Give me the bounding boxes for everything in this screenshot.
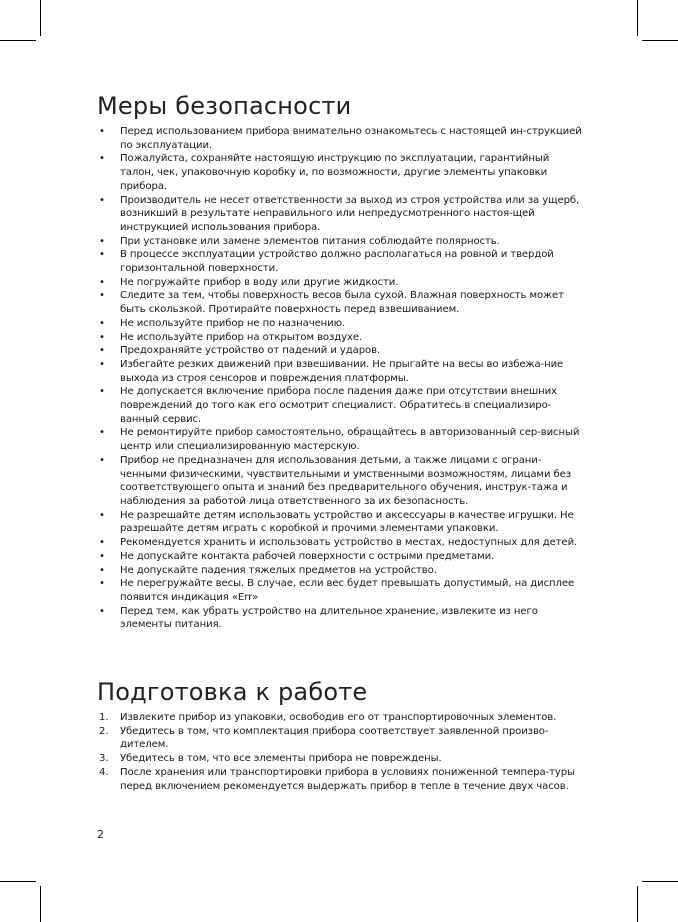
safety-item <box>97 194 584 235</box>
crop-mark-top-left-h <box>0 40 36 41</box>
bullet-icon: • <box>99 290 105 302</box>
step-text: Извлеките прибор из упаковки, освободив его от транспортировочных элементов. <box>120 712 557 723</box>
bullet-icon: • <box>99 235 105 247</box>
safety-list <box>97 125 584 632</box>
bullet-icon: • <box>99 550 105 562</box>
bullet-icon: • <box>99 249 105 261</box>
safety-item <box>97 248 584 275</box>
step-text: После хранения или транспортировки прибора в условиях пониженной темпера-туры перед включением рекомендуется выдержать прибор в тепле в течение двух часов. <box>120 766 575 792</box>
page-number: 2 <box>97 828 104 841</box>
step-number: 4. <box>99 766 109 778</box>
safety-item <box>97 426 584 453</box>
preparation-step <box>97 766 584 793</box>
safety-item-text: Перед использованием прибора внимательно ознакомьтесь с настоящей ин-струкцией по эксплуатации. <box>120 126 582 151</box>
safety-item <box>97 509 584 536</box>
safety-item-text: Не используйте прибор на открытом воздухе. <box>120 331 363 343</box>
step-number: 2. <box>99 725 109 737</box>
bullet-icon: • <box>99 331 105 343</box>
crop-mark-bottom-right-h <box>642 881 678 882</box>
safety-item-text: Избегайте резких движений при взвешивании. Не прыгайте на весы во избежа-ние выхода из строя сенсоров и повреждения платформы. <box>120 358 564 384</box>
safety-item-text: Предохраняйте устройство от падений и ударов. <box>120 345 381 357</box>
bullet-icon: • <box>99 317 105 329</box>
preparation-step <box>97 711 584 725</box>
safety-item <box>97 344 584 358</box>
safety-item-text: Следите за тем, чтобы поверхность весов была сухой. Влажная поверхность может быть скользкой. Протирайте поверхность перед взвешиванием. <box>120 290 564 316</box>
safety-item-text: Не ремонтируйте прибор самостоятельно, обращайтесь в авторизованный сер-висный центр или специализированную мастерскую. <box>120 427 580 453</box>
crop-mark-top-right <box>637 0 638 36</box>
bullet-icon: • <box>99 454 105 466</box>
safety-title: Меры безопасности <box>97 92 352 120</box>
preparation-step <box>97 725 584 752</box>
bullet-icon: • <box>99 345 105 357</box>
safety-item <box>97 125 584 152</box>
safety-item <box>97 564 584 578</box>
safety-item-text: В процессе эксплуатации устройство должно располагаться на ровной и твердой горизонтальной поверхности. <box>120 249 554 275</box>
bullet-icon: • <box>99 564 105 576</box>
safety-item-text: Производитель не несет ответственности за выход из строя устройства или за ущерб, возникший в результате неправильного или непредусмотренного настоя-щей инструкцией использования прибора. <box>120 194 580 233</box>
safety-item-text: Не перегружайте весы. В случае, если вес будет превышать допустимый, на дисплее появится индикация «Err» <box>120 578 575 603</box>
safety-item <box>97 317 584 331</box>
preparation-step <box>97 752 584 766</box>
safety-item <box>97 276 584 290</box>
bullet-icon: • <box>99 358 105 370</box>
safety-item <box>97 289 584 316</box>
safety-item-text: Не допускайте падения тяжелых предметов на устройство. <box>120 564 437 576</box>
safety-item <box>97 385 584 426</box>
safety-item-text: Пожалуйста, сохраняйте настоящую инструкцию по эксплуатации, гарантийный талон, чек, упаковочную коробку и, по возможности, другие элементы упаковки прибора. <box>120 153 550 192</box>
crop-mark-bottom-right <box>637 886 638 922</box>
crop-mark-bottom-left <box>40 886 41 922</box>
crop-mark-top-right-h <box>642 40 678 41</box>
safety-item <box>97 605 584 632</box>
safety-item-text: Рекомендуется хранить и использовать устройство в местах, недоступных для детей. <box>120 537 578 549</box>
safety-item-text: Не разрешайте детям использовать устройство и аксессуары в качестве игрушки. Не разрешайте детям играть с коробкой и прочими элементами упаковки. <box>120 509 574 535</box>
bullet-icon: • <box>99 605 105 617</box>
safety-item <box>97 152 584 193</box>
step-number: 3. <box>99 753 109 765</box>
safety-item <box>97 536 584 550</box>
safety-item <box>97 331 584 345</box>
safety-item <box>97 454 584 509</box>
step-number: 1. <box>99 712 109 723</box>
crop-mark-top-left <box>40 0 41 36</box>
safety-item-text: Прибор не предназначен для использования детьми, а также лицами с ограни-ченными физическими, чувствительными и умственными возможностям, лицами без соответствующего опыта и знаний без предварительного обучения, инструк-тажа и наблюдения за работой лица ответственного за их безопасность. <box>120 454 572 507</box>
preparation-title: Подготовка к работе <box>97 678 368 706</box>
step-text: Убедитесь в том, что все элементы прибора не повреждены. <box>120 753 442 765</box>
bullet-icon: • <box>99 194 105 206</box>
step-text: Убедитесь в том, что комплектация прибора соответствует заявленной произво-дителем. <box>120 725 549 751</box>
bullet-icon: • <box>99 427 105 439</box>
bullet-icon: • <box>99 153 105 165</box>
bullet-icon: • <box>99 509 105 521</box>
bullet-icon: • <box>99 126 105 137</box>
bullet-icon: • <box>99 276 105 288</box>
safety-item <box>97 550 584 564</box>
safety-item <box>97 358 584 385</box>
safety-item-text: Перед тем, как убрать устройство на длительное хранение, извлеките из него элементы питания. <box>120 605 538 631</box>
safety-item-text: Не допускается включение прибора после падения даже при отсутствии внешних повреждений до того как его осмотрит специалист. Обратитесь в специализиро-ванный сервис. <box>120 386 557 425</box>
safety-item-text: Не допускайте контакта рабочей поверхности с острыми предметами. <box>120 550 495 562</box>
safety-item <box>97 235 584 249</box>
bullet-icon: • <box>99 537 105 549</box>
preparation-steps <box>97 711 584 793</box>
bullet-icon: • <box>99 386 105 398</box>
safety-item-text: Не погружайте прибор в воду или другие жидкости. <box>120 276 399 288</box>
crop-mark-bottom-left-h <box>0 881 36 882</box>
safety-item <box>97 577 584 604</box>
safety-item-text: Не используйте прибор не по назначению. <box>120 317 346 329</box>
safety-item-text: При установке или замене элементов питания соблюдайте полярность. <box>120 235 500 247</box>
bullet-icon: • <box>99 578 105 590</box>
